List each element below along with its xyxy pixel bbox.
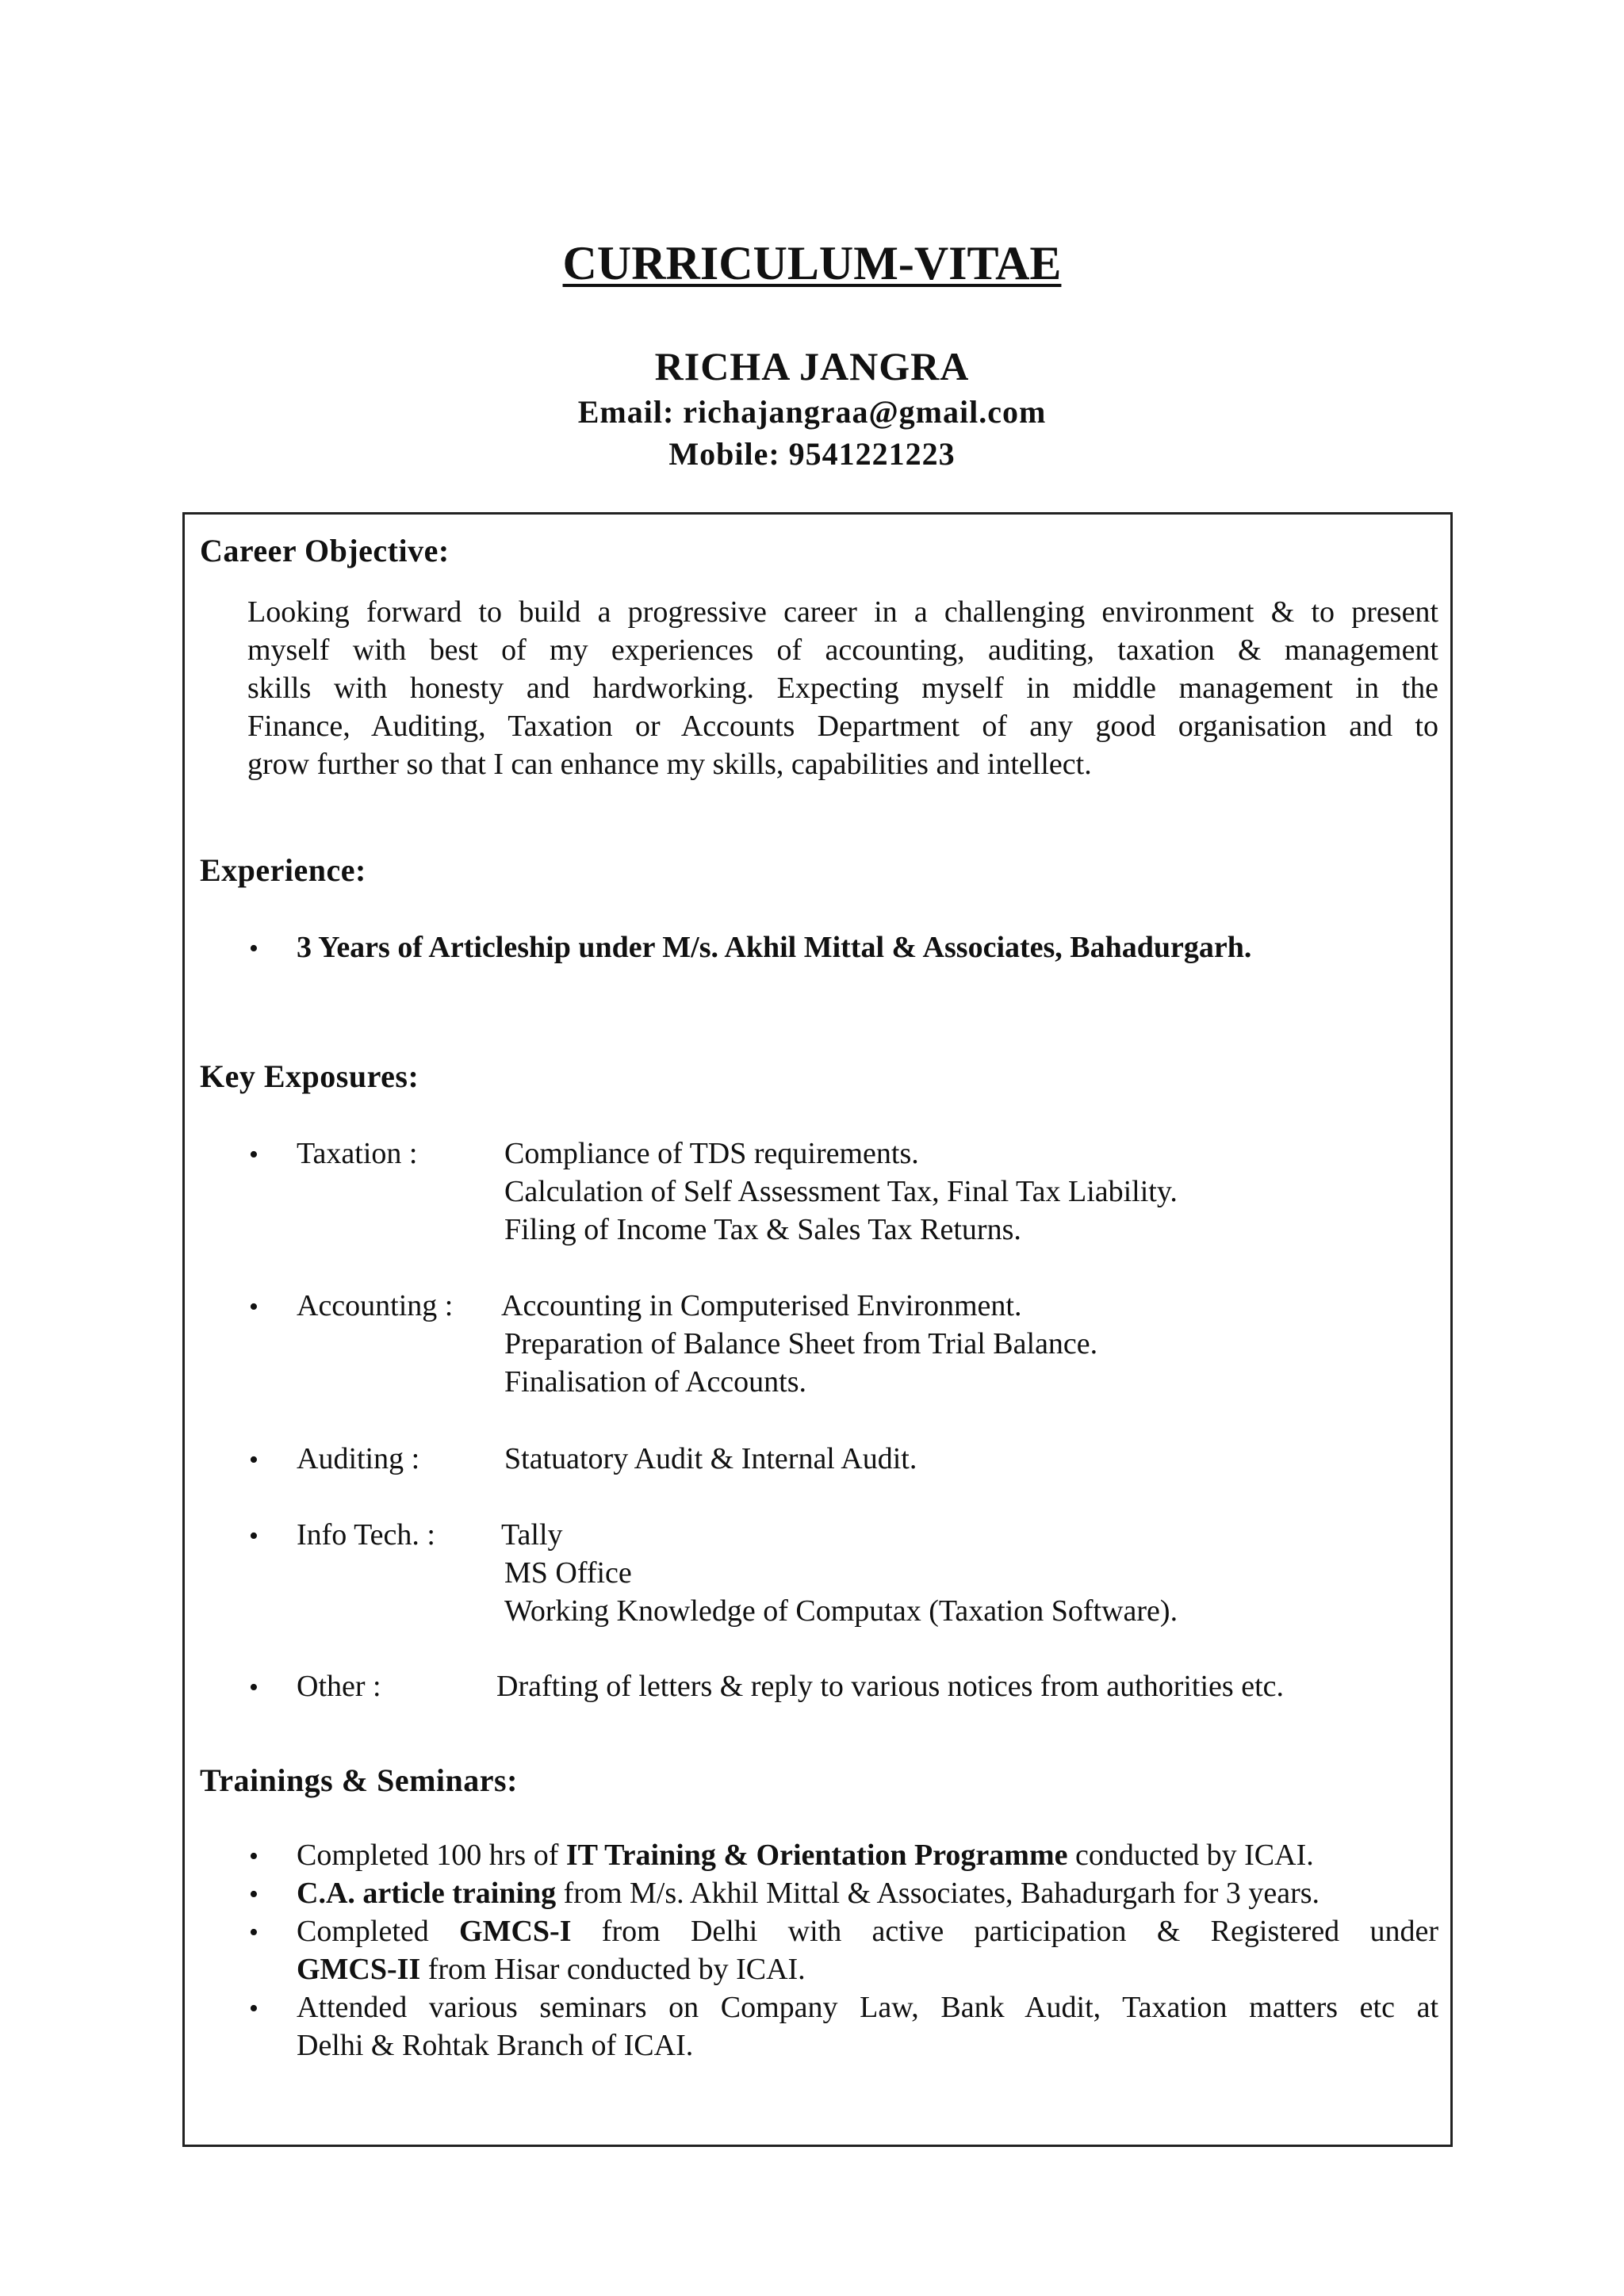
training-item — [297, 1836, 1438, 1874]
exposure-label-taxation: Taxation : — [297, 1137, 418, 1170]
bullet-icon: • — [249, 1140, 259, 1169]
exposure-line: Tally — [501, 1518, 563, 1552]
mobile-line: Mobile: 9541221223 — [668, 436, 956, 472]
experience-item: 3 Years of Articleship under M/s. Akhil Mittal & Associates, Bahadurgarh. — [297, 931, 1252, 964]
objective-line: Finance, Auditing, Taxation or Accounts Department of any good organisation and to — [247, 710, 1438, 743]
career-objective-heading: Career Objective: — [200, 533, 450, 568]
training-item: Attended various seminars on Company Law, Bank Audit, Taxation matters etc at — [297, 1991, 1438, 2024]
bullet-icon: • — [249, 1673, 259, 1702]
training-highlight: GMCS-II — [297, 1953, 421, 1986]
training-text: conducted by ICAI. — [1067, 1839, 1314, 1872]
training-text: from M/s. Akhil Mittal & Associates, Bahadurgarh for 3 years. — [556, 1877, 1320, 1910]
candidate-name: RICHA JANGRA — [654, 344, 970, 388]
training-text: from Hisar conducted by ICAI. — [420, 1953, 806, 1986]
exposure-line: Filing of Income Tax & Sales Tax Returns. — [504, 1213, 1021, 1246]
training-highlight: GMCS-I — [459, 1915, 572, 1948]
bullet-icon: • — [249, 1880, 259, 1909]
exposure-label-info-tech: Info Tech. : — [297, 1518, 435, 1552]
experience-heading: Experience: — [200, 852, 366, 888]
exposure-line: MS Office — [504, 1556, 632, 1590]
training-item — [297, 1874, 1438, 1912]
training-text: Completed — [297, 1915, 460, 1948]
training-item-continued: Delhi & Rohtak Branch of ICAI. — [297, 2029, 694, 2062]
bullet-icon: • — [249, 1918, 259, 1947]
training-item — [297, 1912, 1438, 1950]
email-line: Email: richajangraa@gmail.com — [577, 394, 1047, 430]
exposure-label-accounting: Accounting : — [297, 1289, 454, 1322]
training-text: from Delhi with active participation & Registered under — [571, 1915, 1438, 1948]
training-highlight: IT Training & Orientation Programme — [565, 1839, 1068, 1872]
exposure-line: Working Knowledge of Computax (Taxation Software). — [504, 1594, 1178, 1628]
exposure-label-auditing: Auditing : — [297, 1442, 420, 1475]
objective-line: Looking forward to build a progressive career in a challenging environment & to present — [247, 595, 1438, 629]
training-highlight: C.A. article training — [297, 1877, 557, 1910]
bullet-icon: • — [249, 934, 259, 963]
training-item-continued — [297, 1950, 1438, 1988]
objective-line: skills with honesty and hardworking. Expecting myself in middle management in the — [247, 672, 1438, 705]
trainings-heading: Trainings & Seminars: — [200, 1762, 518, 1798]
objective-line: myself with best of my experiences of accounting, auditing, taxation & management — [247, 633, 1438, 667]
exposure-label-other: Other : — [297, 1670, 381, 1703]
exposure-line: Preparation of Balance Sheet from Trial Balance. — [504, 1327, 1098, 1360]
bullet-icon: • — [249, 1994, 259, 2023]
career-objective-text — [247, 593, 1438, 783]
bullet-icon: • — [249, 1521, 259, 1551]
exposure-line: Calculation of Self Assessment Tax, Final Tax Liability. — [504, 1175, 1178, 1208]
exposure-line: Accounting in Computerised Environment. — [501, 1289, 1022, 1322]
document-title: CURRICULUM-VITAE — [562, 237, 1062, 289]
exposure-line: Finalisation of Accounts. — [504, 1365, 807, 1399]
exposure-line: Compliance of TDS requirements. — [504, 1137, 919, 1170]
bullet-icon: • — [249, 1445, 259, 1475]
exposure-line: Drafting of letters & reply to various notices from authorities etc. — [496, 1670, 1284, 1703]
key-exposures-heading: Key Exposures: — [200, 1058, 419, 1094]
bullet-icon: • — [249, 1292, 259, 1322]
exposure-line: Statuatory Audit & Internal Audit. — [504, 1442, 917, 1475]
training-text: Completed 100 hrs of — [297, 1839, 566, 1872]
bullet-icon: • — [249, 1842, 259, 1871]
objective-line: grow further so that I can enhance my skills, capabilities and intellect. — [247, 748, 1092, 781]
